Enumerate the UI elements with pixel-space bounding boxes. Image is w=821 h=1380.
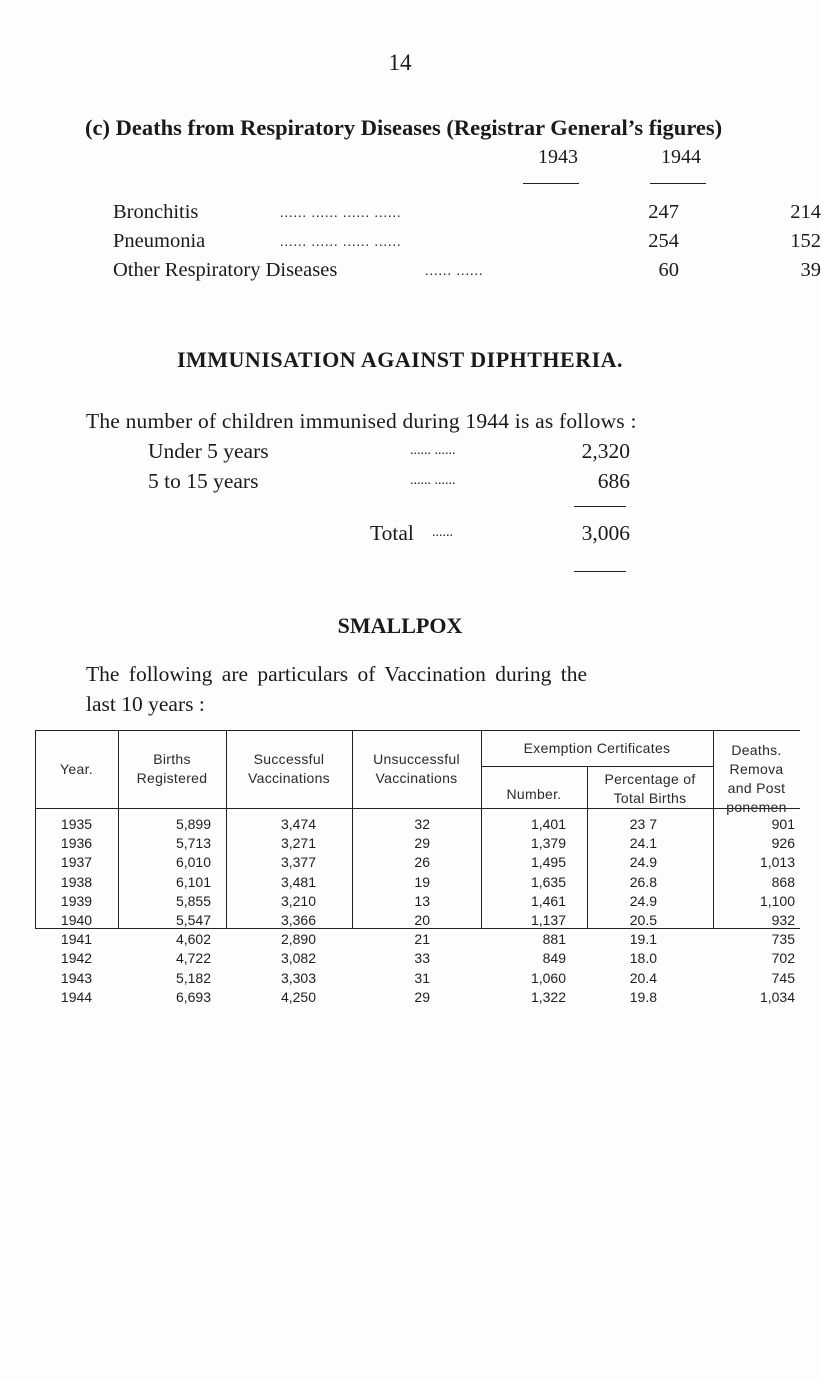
cell-successful: 3,210 [280, 892, 316, 909]
cell-successful: 2,890 [280, 931, 316, 948]
cell-births: 4,602 [175, 931, 211, 948]
header-unsuccessful-line1: Unsuccessful [373, 751, 460, 767]
header-births [118, 750, 226, 788]
cell-percentage: 18.0 [629, 950, 657, 967]
subtotal-rule [574, 506, 626, 507]
header-deaths-line3: and Post [727, 780, 786, 796]
immunisation-row [148, 469, 630, 499]
cell-number: 1,379 [530, 835, 566, 852]
cell-unsuccessful: 29 [414, 988, 430, 1005]
age-group-label: Under 5 years [148, 439, 269, 463]
header-percentage [587, 770, 713, 808]
cell-successful: 3,377 [280, 854, 316, 871]
cell-year: 1938 [60, 873, 93, 890]
cell-year: 1935 [60, 816, 93, 832]
leader-dots: ...... ...... [410, 473, 456, 488]
cell-unsuccessful: 21 [414, 931, 430, 948]
immunisation-row [148, 439, 630, 469]
cell-year: 1943 [60, 969, 93, 986]
immunised-count: 2,320 [581, 439, 630, 463]
cell-deaths: 1,013 [759, 854, 795, 871]
cell-unsuccessful: 29 [414, 835, 430, 852]
cell-year: 1941 [60, 931, 93, 948]
age-group-label: 5 to 15 years [148, 469, 259, 493]
leader-dots: ...... ...... [410, 443, 456, 458]
respiratory-row [113, 230, 821, 258]
header-unsuccessful [352, 750, 481, 788]
header-deaths-line4: ponemen [726, 799, 787, 815]
respiratory-heading: (c) Deaths from Respiratory Diseases (Registrar General’s figures) [85, 115, 723, 140]
header-births-line2: Registered [136, 770, 208, 786]
year-header-1944: 1944 [661, 146, 701, 168]
immunisation-intro: The number of children immunised during 1944 is as follows : [86, 409, 637, 433]
cell-births: 5,547 [175, 912, 211, 928]
respiratory-row [113, 201, 821, 229]
value-1944: 214 [790, 201, 821, 223]
cell-unsuccessful: 26 [414, 854, 430, 871]
cell-year: 1936 [60, 835, 93, 852]
respiratory-row [113, 259, 821, 287]
page-number: 14 [388, 50, 412, 75]
smallpox-intro-line2: last 10 years : [86, 692, 205, 716]
cell-number: 1,322 [530, 988, 566, 1005]
cell-deaths: 1,100 [759, 892, 795, 909]
smallpox-intro-line1: The following are particulars of Vaccination during the [86, 662, 588, 686]
header-successful-line1: Successful [253, 751, 325, 767]
cell-births: 6,693 [175, 988, 211, 1005]
cell-unsuccessful: 13 [414, 892, 430, 909]
cell-number: 881 [542, 931, 566, 948]
table-top-rule [35, 730, 800, 731]
value-1943: 60 [658, 259, 679, 281]
cell-percentage: 19.8 [629, 988, 657, 1005]
cell-number: 849 [542, 950, 566, 967]
immunised-count: 686 [597, 469, 630, 493]
cell-percentage: 24.9 [629, 892, 657, 909]
table-bottom-rule [35, 928, 800, 929]
year-underline-1944 [650, 183, 706, 184]
cell-number: 1,635 [530, 873, 566, 890]
header-successful-line2: Vaccinations [248, 770, 330, 786]
total-value: 3,006 [581, 521, 630, 545]
cell-births: 5,855 [175, 892, 211, 909]
cell-births: 4,722 [175, 950, 211, 967]
cell-percentage: 23 7 [629, 816, 657, 832]
cell-deaths: 735 [771, 931, 795, 948]
cell-number: 1,137 [530, 912, 566, 928]
cell-year: 1939 [60, 892, 93, 909]
cell-successful: 3,082 [280, 950, 316, 967]
cell-percentage: 26.8 [629, 873, 657, 890]
cell-successful: 3,474 [280, 816, 316, 832]
cell-year: 1942 [60, 950, 93, 967]
value-1944: 39 [800, 259, 821, 281]
header-exemption: Exemption Certificates [523, 740, 671, 756]
cell-percentage: 19.1 [629, 931, 657, 948]
cell-successful: 3,366 [280, 912, 316, 928]
header-deaths-line2: Remova [729, 761, 784, 777]
cell-deaths: 1,034 [759, 988, 795, 1005]
header-percentage-line2: Total Births [613, 790, 687, 806]
cell-successful: 4,250 [280, 988, 316, 1005]
leader-dots: ...... [432, 525, 453, 540]
cell-births: 5,713 [175, 835, 211, 852]
cell-number: 1,495 [530, 854, 566, 871]
header-successful [226, 750, 352, 788]
header-percentage-line1: Percentage of [604, 771, 696, 787]
header-bottom-rule [35, 808, 800, 809]
cell-year: 1937 [60, 854, 93, 871]
cell-number: 1,461 [530, 892, 566, 909]
cell-deaths: 901 [771, 816, 795, 832]
disease-label: Other Respiratory Diseases [113, 259, 338, 281]
exemption-subheader-rule [481, 766, 713, 767]
cell-percentage: 20.4 [629, 969, 657, 986]
header-deaths [713, 741, 800, 817]
immunisation-title: IMMUNISATION AGAINST DIPHTHERIA. [176, 347, 624, 372]
header-deaths-line1: Deaths. [731, 742, 782, 758]
cell-percentage: 20.5 [629, 912, 657, 928]
cell-deaths: 702 [771, 950, 795, 967]
header-births-line1: Births [153, 751, 191, 767]
immunisation-total-row [370, 521, 630, 551]
cell-number: 1,060 [530, 969, 566, 986]
cell-unsuccessful: 33 [414, 950, 430, 967]
year-underline-1943 [523, 183, 579, 184]
leader-dots: ...... ...... [425, 264, 484, 279]
smallpox-title: SMALLPOX [337, 613, 463, 638]
cell-successful: 3,271 [280, 835, 316, 852]
value-1944: 152 [790, 230, 821, 252]
total-rule [574, 571, 626, 572]
cell-deaths: 868 [771, 873, 795, 890]
cell-unsuccessful: 20 [414, 912, 430, 928]
header-number: Number. [506, 786, 562, 802]
cell-births: 5,182 [175, 969, 211, 986]
cell-year: 1940 [60, 912, 93, 928]
disease-label: Bronchitis [113, 201, 199, 223]
cell-unsuccessful: 32 [414, 816, 430, 832]
cell-percentage: 24.9 [629, 854, 657, 871]
header-unsuccessful-line2: Vaccinations [375, 770, 458, 786]
cell-deaths: 926 [771, 835, 795, 852]
year-header-1943: 1943 [538, 146, 578, 168]
disease-label: Pneumonia [113, 230, 206, 252]
cell-births: 6,010 [175, 854, 211, 871]
total-label: Total [370, 521, 414, 545]
cell-percentage: 24.1 [629, 835, 657, 852]
value-1943: 254 [648, 230, 679, 252]
cell-births: 6,101 [175, 873, 211, 890]
cell-deaths: 745 [771, 969, 795, 986]
cell-unsuccessful: 31 [414, 969, 430, 986]
value-1943: 247 [648, 201, 679, 223]
cell-successful: 3,481 [280, 873, 316, 890]
cell-unsuccessful: 19 [414, 873, 430, 890]
leader-dots: ...... ...... ...... ...... [280, 206, 402, 221]
cell-year: 1944 [60, 988, 93, 1005]
leader-dots: ...... ...... ...... ...... [280, 235, 402, 250]
cell-number: 1,401 [530, 816, 566, 832]
cell-deaths: 932 [771, 912, 795, 928]
cell-births: 5,899 [175, 816, 211, 832]
header-year: Year. [60, 761, 93, 777]
cell-successful: 3,303 [280, 969, 316, 986]
